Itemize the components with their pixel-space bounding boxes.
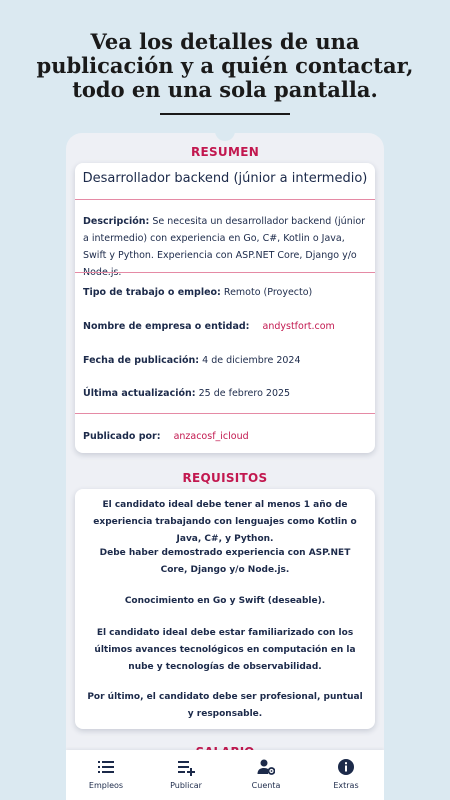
published-label: Fecha de publicación: xyxy=(83,355,200,366)
info-icon xyxy=(337,758,355,776)
nav-item-cuenta[interactable] xyxy=(226,758,306,790)
requirement-item: Por último, el candidato debe ser profesional, puntual y responsable. xyxy=(87,692,363,719)
phone-screen[interactable] xyxy=(66,133,384,800)
divider xyxy=(75,272,375,273)
account-settings-icon xyxy=(257,758,275,776)
posted-by-label: Publicado por: xyxy=(83,431,161,442)
promo-headline-line1: Vea los detalles de una xyxy=(90,29,360,54)
updated-value: 25 de febrero 2025 xyxy=(198,388,291,399)
requirement-item: Conocimiento en Go y Swift (deseable). xyxy=(124,596,326,606)
nav-item-empleos[interactable] xyxy=(66,758,146,790)
work-type-value: Remoto (Proyecto) xyxy=(223,287,313,298)
company-link[interactable]: andystfort.com xyxy=(262,321,335,332)
playlist-add-icon xyxy=(177,758,195,776)
posted-by-link[interactable]: anzacosf_icloud xyxy=(173,431,249,442)
promo-headline xyxy=(0,30,450,102)
requirements-card xyxy=(75,489,375,729)
description-text: Se necesita un desarrollador backend (júnior a intermedio) con experiencia en Go, C#, Kotlin o Java, Swift y Python. Experiencia con ASP.NET Core, Django y/o xyxy=(83,216,366,261)
posted-by-row xyxy=(83,431,369,442)
summary-card xyxy=(75,163,375,453)
divider xyxy=(75,199,375,200)
company-label: Nombre de empresa o entidad: xyxy=(83,321,250,332)
requirement-item: El candidato ideal debe tener al menos 1 año de experiencia trabajando con lenguajes como Kotlin o Java, C#, y Python. xyxy=(93,500,357,544)
nav-label: Empleos xyxy=(88,781,124,790)
description-label: Descripción: xyxy=(83,216,150,227)
nav-label: Publicar xyxy=(170,781,202,790)
work-type-label: Tipo de trabajo o empleo: xyxy=(83,287,221,298)
requirements-section-title: REQUISITOS xyxy=(182,471,268,485)
requirement-item: Debe haber demostrado experiencia con ASP.NET Core, Django y/o Node.js. xyxy=(99,548,351,575)
nav-label: Cuenta xyxy=(251,781,281,790)
published-row xyxy=(83,355,369,366)
updated-label: Última actualización: xyxy=(83,388,196,399)
nav-item-extras[interactable] xyxy=(306,758,384,790)
divider xyxy=(75,413,375,414)
nav-label: Extras xyxy=(333,781,359,790)
company-row xyxy=(83,321,369,332)
requirement-item: El candidato ideal debe estar familiarizado con los últimos avances tecnológicos en computación en la nube y tecnologías de observabilidad. xyxy=(94,628,356,672)
phone-notch xyxy=(215,133,235,141)
promo-headline-line2: publicación y a quién contactar, xyxy=(36,53,414,78)
bottom-navigation xyxy=(66,750,384,800)
list-icon xyxy=(97,758,115,776)
headline-divider xyxy=(160,113,290,115)
work-type-row xyxy=(83,287,369,298)
job-description xyxy=(83,213,369,281)
job-title: Desarrollador backend (júnior a intermedio) xyxy=(82,171,368,186)
updated-row xyxy=(83,388,369,399)
promo-headline-line3: todo en una sola pantalla. xyxy=(72,77,378,102)
published-value: 4 de diciembre 2024 xyxy=(202,355,301,366)
nav-item-publicar[interactable] xyxy=(146,758,226,790)
summary-section-title: RESUMEN xyxy=(190,145,260,159)
